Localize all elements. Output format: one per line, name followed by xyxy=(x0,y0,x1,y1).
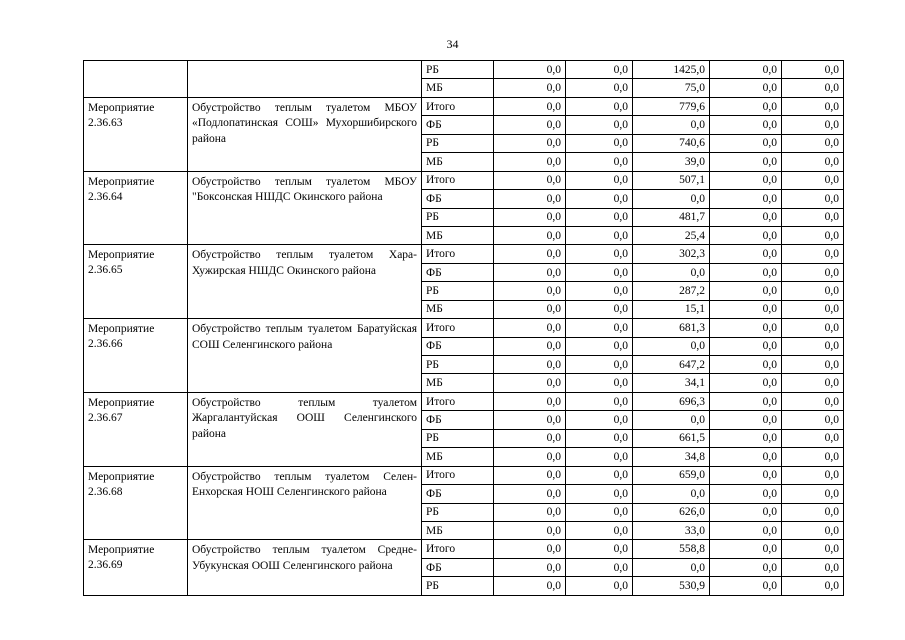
amount-cell: 0,0 xyxy=(710,116,782,134)
amount-cell: 0,0 xyxy=(566,577,633,595)
amount-cell: 0,0 xyxy=(494,263,566,281)
amount-cell: 0,0 xyxy=(710,245,782,263)
amount-cell: 0,0 xyxy=(566,300,633,318)
amount-cell: 0,0 xyxy=(566,540,633,558)
amount-cell: 0,0 xyxy=(494,466,566,484)
funding-source-cell: МБ xyxy=(422,300,494,318)
amount-cell: 0,0 xyxy=(494,503,566,521)
amount-cell: 0,0 xyxy=(566,558,633,576)
amount-cell: 0,0 xyxy=(710,356,782,374)
amount-cell: 0,0 xyxy=(494,558,566,576)
amount-cell: 15,1 xyxy=(633,300,710,318)
amount-cell: 0,0 xyxy=(782,171,844,189)
amount-cell: 0,0 xyxy=(494,97,566,115)
funding-source-cell: РБ xyxy=(422,61,494,79)
funding-source-cell: ФБ xyxy=(422,485,494,503)
amount-cell: 25,4 xyxy=(633,226,710,244)
amount-cell: 0,0 xyxy=(782,226,844,244)
amount-cell: 0,0 xyxy=(566,134,633,152)
amount-cell: 0,0 xyxy=(710,190,782,208)
amount-cell: 0,0 xyxy=(710,282,782,300)
amount-cell: 0,0 xyxy=(782,97,844,115)
amount-cell: 0,0 xyxy=(566,61,633,79)
amount-cell: 647,2 xyxy=(633,356,710,374)
table-row xyxy=(84,61,844,79)
amount-cell: 0,0 xyxy=(494,374,566,392)
amount-cell: 0,0 xyxy=(566,245,633,263)
amount-cell: 0,0 xyxy=(494,208,566,226)
amount-cell: 0,0 xyxy=(494,411,566,429)
funding-source-cell: Итого xyxy=(422,540,494,558)
amount-cell: 0,0 xyxy=(494,171,566,189)
amount-cell: 507,1 xyxy=(633,171,710,189)
funding-source-cell: МБ xyxy=(422,374,494,392)
amount-cell: 0,0 xyxy=(782,429,844,447)
amount-cell: 0,0 xyxy=(566,466,633,484)
amount-cell: 0,0 xyxy=(710,171,782,189)
event-id-cell: Мероприятие 2.36.65 xyxy=(84,245,188,319)
amount-cell: 0,0 xyxy=(710,558,782,576)
funding-source-cell: РБ xyxy=(422,429,494,447)
amount-cell: 0,0 xyxy=(633,485,710,503)
table-body xyxy=(84,61,844,596)
amount-cell: 0,0 xyxy=(782,374,844,392)
amount-cell: 0,0 xyxy=(782,61,844,79)
amount-cell: 0,0 xyxy=(710,134,782,152)
funding-source-cell: Итого xyxy=(422,245,494,263)
amount-cell: 0,0 xyxy=(710,485,782,503)
table-row xyxy=(84,392,844,410)
amount-cell: 0,0 xyxy=(494,319,566,337)
amount-cell: 0,0 xyxy=(782,503,844,521)
amount-cell: 0,0 xyxy=(782,245,844,263)
funding-source-cell: Итого xyxy=(422,97,494,115)
amount-cell: 681,3 xyxy=(633,319,710,337)
amount-cell: 0,0 xyxy=(494,282,566,300)
amount-cell: 0,0 xyxy=(782,134,844,152)
amount-cell: 0,0 xyxy=(710,79,782,97)
funding-source-cell: РБ xyxy=(422,134,494,152)
amount-cell: 0,0 xyxy=(494,540,566,558)
amount-cell: 659,0 xyxy=(633,466,710,484)
amount-cell: 0,0 xyxy=(710,97,782,115)
amount-cell: 661,5 xyxy=(633,429,710,447)
funding-source-cell: РБ xyxy=(422,282,494,300)
amount-cell: 0,0 xyxy=(494,429,566,447)
funding-source-cell: МБ xyxy=(422,226,494,244)
funding-source-cell: Итого xyxy=(422,319,494,337)
amount-cell: 0,0 xyxy=(710,448,782,466)
amount-cell: 0,0 xyxy=(494,356,566,374)
amount-cell: 530,9 xyxy=(633,577,710,595)
funding-source-cell: МБ xyxy=(422,448,494,466)
amount-cell: 302,3 xyxy=(633,245,710,263)
amount-cell: 0,0 xyxy=(566,485,633,503)
budget-table xyxy=(83,60,844,596)
event-description-cell: Обустройство теплым туалетом Баратуйская СОШ Селенгинского района xyxy=(188,319,422,393)
amount-cell: 0,0 xyxy=(566,226,633,244)
amount-cell: 34,8 xyxy=(633,448,710,466)
amount-cell: 287,2 xyxy=(633,282,710,300)
page-number: 34 xyxy=(446,37,459,51)
amount-cell: 0,0 xyxy=(782,337,844,355)
amount-cell: 1425,0 xyxy=(633,61,710,79)
event-id-cell: Мероприятие 2.36.64 xyxy=(84,171,188,245)
table-row xyxy=(84,466,844,484)
event-id-cell-empty xyxy=(84,61,188,98)
amount-cell: 0,0 xyxy=(782,558,844,576)
event-id-cell: Мероприятие 2.36.67 xyxy=(84,392,188,466)
amount-cell: 0,0 xyxy=(710,153,782,171)
amount-cell: 0,0 xyxy=(566,116,633,134)
amount-cell: 0,0 xyxy=(710,319,782,337)
funding-source-cell: МБ xyxy=(422,153,494,171)
amount-cell: 0,0 xyxy=(710,392,782,410)
amount-cell: 0,0 xyxy=(566,448,633,466)
amount-cell: 0,0 xyxy=(494,61,566,79)
amount-cell: 0,0 xyxy=(782,263,844,281)
funding-source-cell: ФБ xyxy=(422,190,494,208)
amount-cell: 0,0 xyxy=(494,392,566,410)
amount-cell: 0,0 xyxy=(566,153,633,171)
event-id-cell: Мероприятие 2.36.63 xyxy=(84,97,188,171)
amount-cell: 0,0 xyxy=(566,521,633,539)
event-description-cell: Обустройство теплым туалетом Жаргалантуйская ООШ Селенгинского района xyxy=(188,392,422,466)
funding-source-cell: РБ xyxy=(422,503,494,521)
amount-cell: 0,0 xyxy=(710,300,782,318)
funding-source-cell: ФБ xyxy=(422,263,494,281)
amount-cell: 75,0 xyxy=(633,79,710,97)
amount-cell: 0,0 xyxy=(566,429,633,447)
amount-cell: 0,0 xyxy=(633,558,710,576)
amount-cell: 0,0 xyxy=(710,521,782,539)
funding-source-cell: ФБ xyxy=(422,337,494,355)
amount-cell: 0,0 xyxy=(710,61,782,79)
event-description-cell: Обустройство теплым туалетом Хара-Хужирская НШДС Окинского района xyxy=(188,245,422,319)
amount-cell: 0,0 xyxy=(494,521,566,539)
amount-cell: 0,0 xyxy=(782,448,844,466)
amount-cell: 0,0 xyxy=(782,411,844,429)
amount-cell: 0,0 xyxy=(633,263,710,281)
amount-cell: 0,0 xyxy=(633,411,710,429)
amount-cell: 626,0 xyxy=(633,503,710,521)
amount-cell: 558,8 xyxy=(633,540,710,558)
amount-cell: 0,0 xyxy=(494,116,566,134)
event-description-cell: Обустройство теплым туалетом Селен-Енхорская НОШ Селенгинского района xyxy=(188,466,422,540)
amount-cell: 0,0 xyxy=(782,466,844,484)
amount-cell: 0,0 xyxy=(710,226,782,244)
amount-cell: 0,0 xyxy=(710,466,782,484)
funding-source-cell: МБ xyxy=(422,521,494,539)
funding-source-cell: Итого xyxy=(422,171,494,189)
funding-source-cell: Итого xyxy=(422,392,494,410)
amount-cell: 33,0 xyxy=(633,521,710,539)
amount-cell: 0,0 xyxy=(566,503,633,521)
amount-cell: 0,0 xyxy=(782,116,844,134)
funding-source-cell: ФБ xyxy=(422,558,494,576)
amount-cell: 0,0 xyxy=(710,503,782,521)
amount-cell: 0,0 xyxy=(566,337,633,355)
amount-cell: 0,0 xyxy=(566,282,633,300)
funding-source-cell: РБ xyxy=(422,577,494,595)
table-row xyxy=(84,245,844,263)
table-row xyxy=(84,171,844,189)
amount-cell: 0,0 xyxy=(782,392,844,410)
amount-cell: 0,0 xyxy=(710,540,782,558)
amount-cell: 0,0 xyxy=(566,208,633,226)
event-id-cell: Мероприятие 2.36.69 xyxy=(84,540,188,595)
amount-cell: 779,6 xyxy=(633,97,710,115)
amount-cell: 0,0 xyxy=(782,282,844,300)
funding-source-cell: МБ xyxy=(422,79,494,97)
funding-source-cell: Итого xyxy=(422,466,494,484)
amount-cell: 0,0 xyxy=(566,356,633,374)
amount-cell: 34,1 xyxy=(633,374,710,392)
amount-cell: 0,0 xyxy=(566,392,633,410)
amount-cell: 0,0 xyxy=(782,319,844,337)
amount-cell: 481,7 xyxy=(633,208,710,226)
amount-cell: 0,0 xyxy=(566,263,633,281)
event-description-cell: Обустройство теплым туалетом МБОУ "Боксонская НШДС Окинского района xyxy=(188,171,422,245)
amount-cell: 0,0 xyxy=(782,540,844,558)
amount-cell: 0,0 xyxy=(566,190,633,208)
amount-cell: 0,0 xyxy=(782,300,844,318)
amount-cell: 0,0 xyxy=(494,337,566,355)
amount-cell: 39,0 xyxy=(633,153,710,171)
funding-source-cell: РБ xyxy=(422,356,494,374)
amount-cell: 0,0 xyxy=(566,79,633,97)
amount-cell: 0,0 xyxy=(710,577,782,595)
event-description-cell-empty xyxy=(188,61,422,98)
amount-cell: 0,0 xyxy=(566,171,633,189)
amount-cell: 0,0 xyxy=(782,485,844,503)
amount-cell: 0,0 xyxy=(494,485,566,503)
amount-cell: 0,0 xyxy=(494,134,566,152)
amount-cell: 0,0 xyxy=(633,116,710,134)
amount-cell: 0,0 xyxy=(710,263,782,281)
amount-cell: 0,0 xyxy=(710,411,782,429)
amount-cell: 740,6 xyxy=(633,134,710,152)
amount-cell: 0,0 xyxy=(494,226,566,244)
amount-cell: 696,3 xyxy=(633,392,710,410)
table-row xyxy=(84,97,844,115)
amount-cell: 0,0 xyxy=(494,153,566,171)
event-description-cell: Обустройство теплым туалетом Средне-Убукунская ООШ Селенгинского района xyxy=(188,540,422,595)
amount-cell: 0,0 xyxy=(782,577,844,595)
amount-cell: 0,0 xyxy=(633,337,710,355)
event-description-cell: Обустройство теплым туалетом МБОУ «Подлопатинская СОШ» Мухоршибирского района xyxy=(188,97,422,171)
amount-cell: 0,0 xyxy=(710,337,782,355)
amount-cell: 0,0 xyxy=(710,374,782,392)
table-row xyxy=(84,540,844,558)
amount-cell: 0,0 xyxy=(782,356,844,374)
funding-source-cell: ФБ xyxy=(422,116,494,134)
amount-cell: 0,0 xyxy=(494,79,566,97)
event-id-cell: Мероприятие 2.36.66 xyxy=(84,319,188,393)
event-id-cell: Мероприятие 2.36.68 xyxy=(84,466,188,540)
amount-cell: 0,0 xyxy=(782,79,844,97)
amount-cell: 0,0 xyxy=(566,411,633,429)
amount-cell: 0,0 xyxy=(494,577,566,595)
amount-cell: 0,0 xyxy=(494,190,566,208)
amount-cell: 0,0 xyxy=(494,300,566,318)
amount-cell: 0,0 xyxy=(633,190,710,208)
amount-cell: 0,0 xyxy=(782,521,844,539)
amount-cell: 0,0 xyxy=(710,208,782,226)
table-row xyxy=(84,319,844,337)
funding-source-cell: ФБ xyxy=(422,411,494,429)
amount-cell: 0,0 xyxy=(494,448,566,466)
amount-cell: 0,0 xyxy=(782,190,844,208)
amount-cell: 0,0 xyxy=(782,153,844,171)
amount-cell: 0,0 xyxy=(782,208,844,226)
amount-cell: 0,0 xyxy=(566,97,633,115)
amount-cell: 0,0 xyxy=(566,319,633,337)
amount-cell: 0,0 xyxy=(566,374,633,392)
amount-cell: 0,0 xyxy=(494,245,566,263)
amount-cell: 0,0 xyxy=(710,429,782,447)
funding-source-cell: РБ xyxy=(422,208,494,226)
